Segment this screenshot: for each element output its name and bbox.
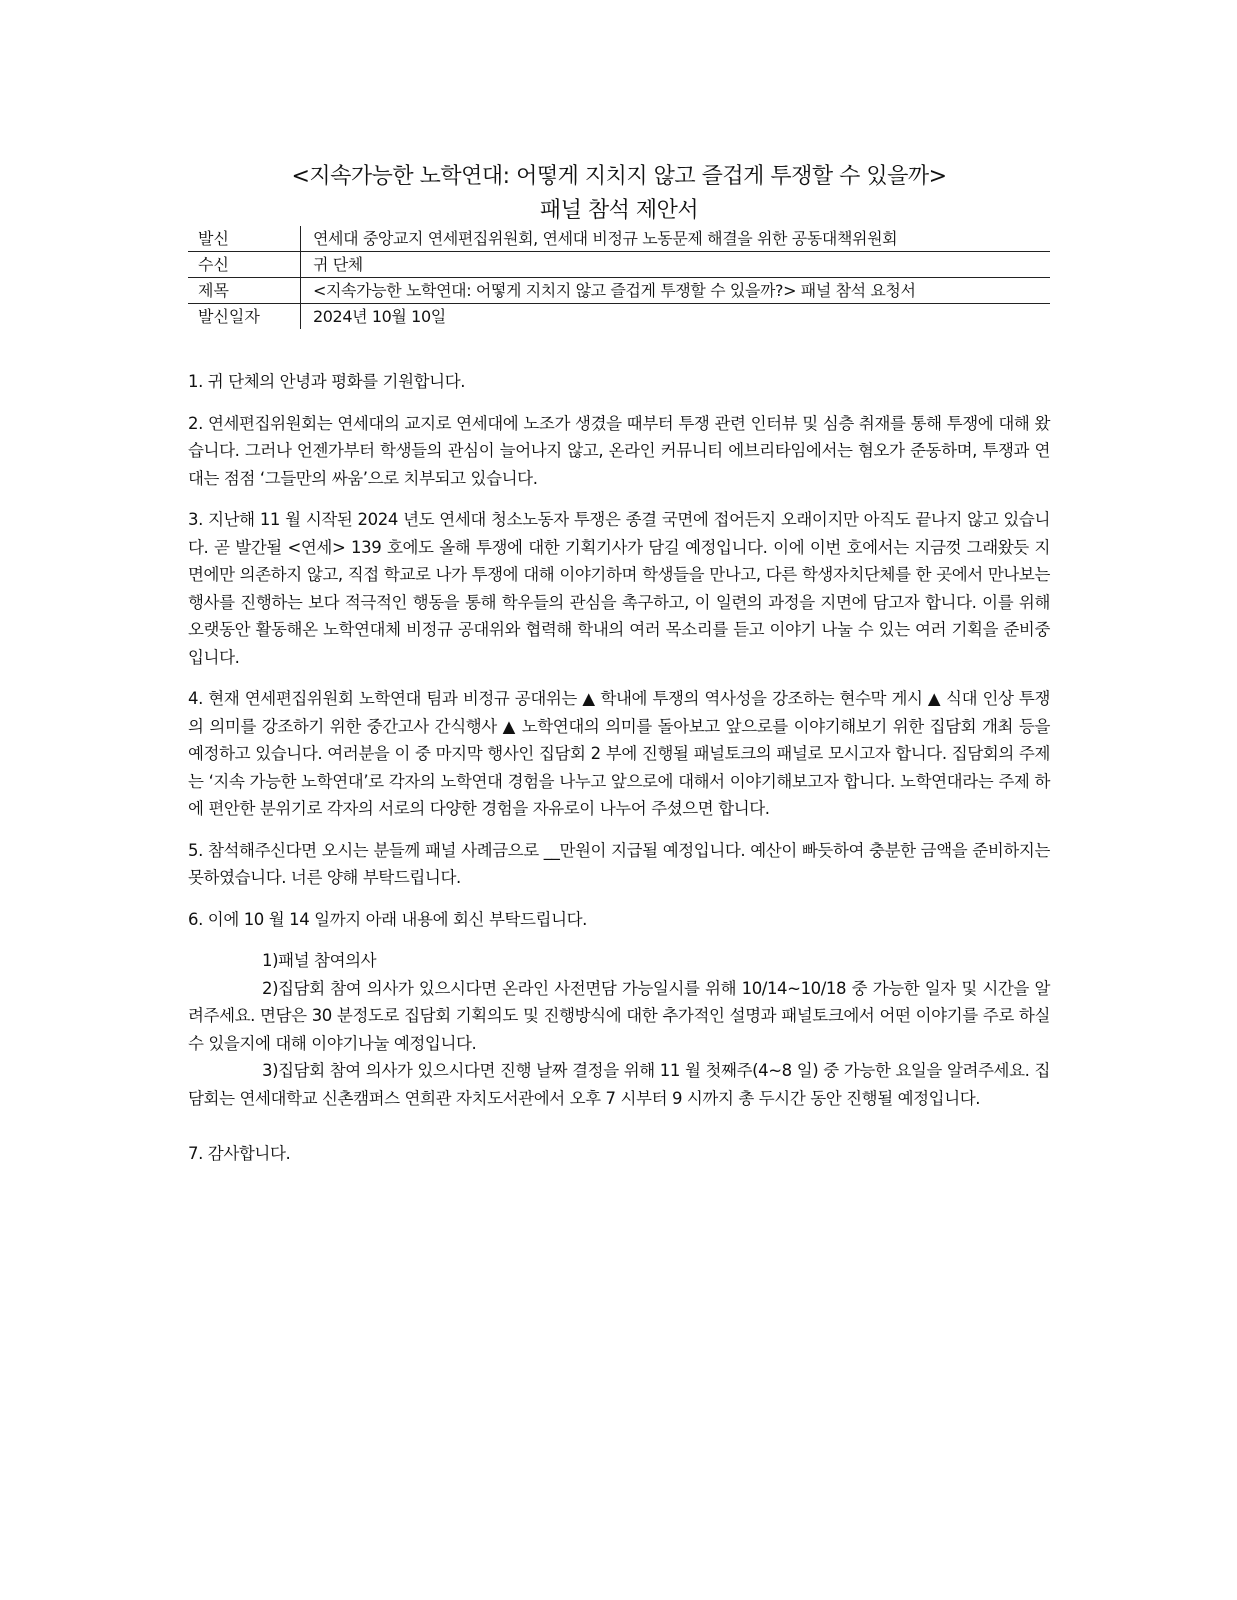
document-body [188,368,1050,1182]
meta-row-recipient [188,252,1050,278]
header-info-table [188,226,1050,329]
paragraph-4: 4. 현재 연세편집위원회 노학연대 팀과 비정규 공대위는 ▲ 학내에 투쟁의 역사성을 강조하는 현수막 게시 ▲ 식대 인상 투쟁의 의미를 강조하기 위한 중간고사 간식행사 ▲ 노학연대의 의미를 돌아보고 앞으로를 이야기해보기 위한 집담회 개최 등을 예정하고 있습니다. 여러분을 이 중 마지막 행사인 집담회 2 부에 진행될 패널토크의 패널로 모시고자 합니다. 집담회의 주제는 ‘지속 가능한 노학연대’로 각자의 노학연대 경험을 나누고 앞으로에 대해서 이야기해보고자 합니다. 노학연대라는 주제 하에 편안한 분위기로 각자의 서로의 다양한 경험을 자유로이 나누어 주셨으면 합니다. [188,689,1050,818]
reply-items [188,947,1050,1112]
meta-value: <지속가능한 노학연대: 어떻게 지치지 않고 즐겁게 투쟁할 수 있을까?> 패널 참석 요청서 [301,278,1051,304]
document-title [188,160,1050,228]
meta-value: 귀 단체 [301,252,1051,278]
meta-value: 2024년 10월 10일 [313,307,446,326]
meta-row-sender [188,226,1050,252]
meta-key: 수신 [188,252,301,278]
meta-key: 발신 [188,226,301,252]
meta-key: 발신일자 [188,304,301,330]
meta-value: 연세대 중앙교지 연세편집위원회, 연세대 비정규 노동문제 해결을 위한 공동대책위원회 [301,226,1051,252]
paragraph-6: 6. 이에 10 월 14 일까지 아래 내용에 회신 부탁드립니다. [188,909,588,929]
paragraph-5: 5. 참석해주신다면 오시는 분들께 패널 사례금으로 __만원이 지급될 예정입니다. 예산이 빠듯하여 충분한 금액을 준비하지는 못하였습니다. 너른 양해 부탁드립니다. [188,840,1050,887]
paragraph-1: 1. 귀 단체의 안녕과 평화를 기원합니다. [188,372,466,391]
reply-item-3: 3)집담회 참여 의사가 있으시다면 진행 날짜 결정을 위해 11 월 첫째주(4~8 일) 중 가능한 요일을 알려주세요. 집담회는 연세대학교 신촌캠퍼스 연희관 자치도서관에서 오후 7 시부터 9 시까지 총 두시간 동안 진행될 예정입니다. [188,1061,1050,1108]
paragraph-3: 3. 지난해 11 월 시작된 2024 년도 연세대 청소노동자 투쟁은 종결 국면에 접어든지 오래이지만 아직도 끝나지 않고 있습니다. 곧 발간될 <연세> 139 호에도 올해 투쟁에 대한 기획기사가 담길 예정입니다. 이에 이번 호에서는 지금껏 그래왔듯 지면에만 의존하지 않고, 직접 학교로 나가 투쟁에 대해 이야기하며 학생들을 만나고, 다른 학생자치단체를 한 곳에서 만나보는 행사를 진행하는 보다 적극적인 행동을 통해 학우들의 관심을 촉구하고, 이 일련의 과정을 지면에 담고자 합니다. 이를 위해 오랫동안 활동해온 노학연대체 비정규 공대위와 협력해 학내의 여러 목소리를 듣고 이야기 나눌 수 있는 여러 기획을 준비중입니다. [188,510,1050,667]
meta-key: 제목 [188,278,301,304]
meta-row-date [188,304,1050,330]
meta-row-subject [188,278,1050,304]
paragraph-2: 2. 연세편집위원회는 연세대의 교지로 연세대에 노조가 생겼을 때부터 투쟁 관련 인터뷰 및 심층 취재를 통해 투쟁에 대해 왔습니다. 그러나 언젠가부터 학생들의 관심이 늘어나지 않고, 온라인 커뮤니티 에브리타임에서는 혐오가 준동하며, 투쟁과 연대는 점점 ‘그들만의 싸움’으로 치부되고 있습니다. [188,413,1050,488]
reply-item-1: 1)패널 참여의사 [262,951,377,970]
paragraph-7: 7. 감사합니다. [188,1144,291,1163]
reply-item-2: 2)집담회 참여 의사가 있으시다면 온라인 사전면담 가능일시를 위해 10/14~10/18 중 가능한 일자 및 시간을 알려주세요. 면담은 30 분정도로 집담회 기획의도 및 진행방식에 대한 추가적인 설명과 패널토크에서 어떤 이야기를 주로 하실 수 있을지에 대해 이야기나눌 예정입니다. [188,978,1050,1053]
title-sub: 패널 참석 제안서 [539,198,699,223]
title-main: <지속가능한 노학연대: 어떻게 지치지 않고 즐겁게 투쟁할 수 있을까> [291,164,947,189]
